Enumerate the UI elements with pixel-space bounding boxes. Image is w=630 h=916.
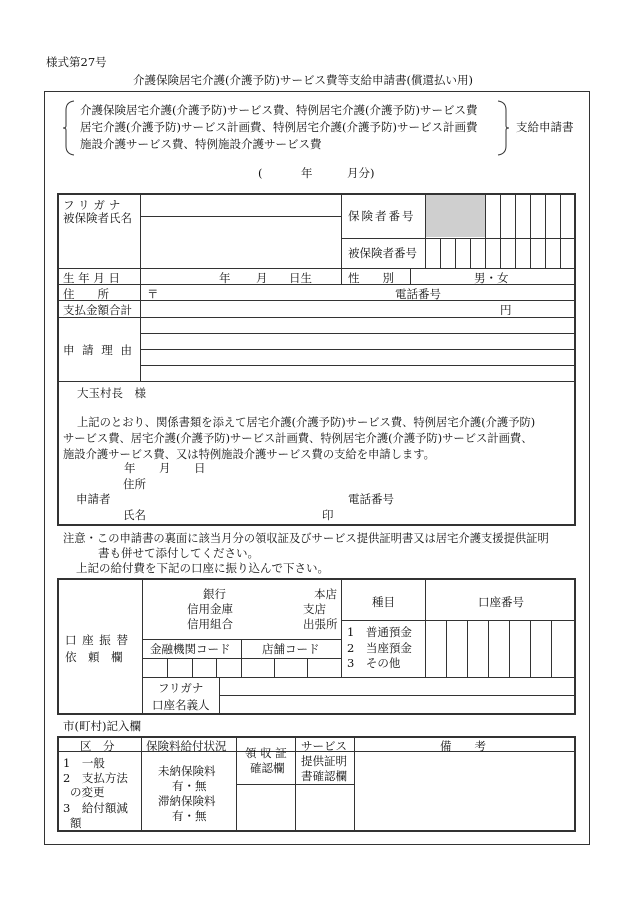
note-line-3: 上記の給付費を下記の口座に振り込んで下さい。	[76, 561, 329, 575]
unpaid-yes-no: 有・無	[172, 779, 207, 793]
birth-label: 生 年 月 日	[63, 271, 120, 285]
payment-total-label: 支払金額合計	[63, 303, 132, 317]
form-title: 介護保険居宅介護(介護予防)サービス費等支給申請書(償還払い用)	[133, 73, 473, 87]
services-line-3: 施設介護サービス費、特例施設介護サービス費	[80, 137, 322, 151]
decl-phone: 電話番号	[348, 492, 394, 506]
kubun-1: 1 一般	[63, 756, 105, 770]
services-line-1: 介護保険居宅介護(介護予防)サービス費、特例居宅介護(介護予防)サービス費	[80, 103, 478, 117]
unpaid-premium: 未納保険料	[158, 764, 216, 778]
delinquent-premium: 滞納保険料	[158, 794, 216, 808]
col-premium: 保険料給付状況	[146, 739, 227, 753]
declaration-line-2: サービス費、居宅介護(介護予防)サービス計画費、特例居宅介護(介護予防)サービス計画費、	[63, 432, 533, 445]
decl-applicant: 申請者	[76, 492, 111, 506]
shaded-cell	[426, 195, 485, 237]
decl-name: 氏名	[123, 508, 146, 522]
delinquent-yes-no: 有・無	[172, 809, 207, 823]
insured-name-label: 被保険者氏名	[63, 211, 132, 225]
col-kubun: 区 分	[80, 739, 115, 753]
insured-no-label: 被保険者番号	[348, 246, 417, 260]
type-header: 種目	[372, 595, 395, 609]
col-remarks: 備 考	[440, 739, 486, 753]
period-month: 月分)	[347, 166, 375, 180]
decl-month: 月	[159, 461, 171, 475]
seal-mark: 印	[322, 508, 334, 522]
services-suffix: 支給申請書	[516, 120, 574, 134]
bank-code-label: 金融機関コード	[150, 642, 231, 656]
phone-label: 電話番号	[395, 287, 441, 301]
birth-day: 日生	[289, 271, 312, 285]
holder-furigana-label: フリガナ	[158, 681, 204, 695]
col-service-3: 書確認欄	[301, 769, 347, 783]
declaration-line-3: 施設介護サービス費、又は特例施設介護サービス費の支給を申請します。	[63, 448, 435, 461]
account-holder-label: 口座名義人	[152, 698, 210, 712]
bank-suffix-kumiai: 信用組合	[187, 617, 233, 631]
birth-year: 年	[219, 271, 231, 285]
insurer-no-label: 保険者番号	[348, 209, 416, 223]
bank-suffix-shinyo: 信用金庫	[187, 602, 233, 616]
period-open: (	[258, 166, 263, 180]
services-line-2: 居宅介護(介護予防)サービス計画費、特例居宅介護(介護予防)サービス計画費	[80, 120, 478, 134]
note-line-1: 注意・この申請書の裏面に該当月分の領収証及びサービス提供証明書又は居宅介護支援提供証明	[63, 532, 549, 545]
right-brace	[496, 100, 510, 156]
left-brace	[62, 100, 76, 156]
bank-suffix-bank: 銀行	[203, 587, 226, 601]
type-2: 2 当座預金	[347, 641, 412, 655]
branch-suffix-shuchosho: 出張所	[303, 617, 338, 631]
decl-address: 住所	[123, 477, 146, 491]
kubun-3b: 額	[70, 816, 82, 830]
note-line-2: 書も併せて添付してください。	[98, 546, 259, 560]
period-year: 年	[301, 166, 313, 180]
furigana-label: フリガナ	[63, 198, 125, 212]
yen-mark: 円	[500, 303, 512, 317]
account-header: 口座番号	[478, 595, 524, 609]
type-3: 3 その他	[347, 656, 401, 670]
kubun-2: 2 支払方法	[63, 771, 128, 785]
branch-suffix-shiten: 支店	[303, 602, 326, 616]
address-label: 住 所	[63, 287, 109, 301]
col-receipt-1: 領 収 証	[245, 746, 287, 760]
kubun-3: 3 給付額減	[63, 801, 128, 815]
birth-month: 月	[256, 271, 268, 285]
addressee: 大玉村長 様	[77, 386, 146, 400]
col-service-2: 提供証明	[301, 754, 347, 768]
type-1: 1 普通預金	[347, 625, 412, 639]
col-receipt-2: 確認欄	[250, 761, 285, 775]
col-service-1: サービス	[301, 739, 347, 753]
branch-code-label: 店舗コード	[262, 642, 320, 656]
reason-label: 申 請 理 由	[63, 343, 134, 357]
sex-label: 性 別	[348, 271, 394, 285]
sex-value: 男・女	[474, 271, 509, 285]
decl-day: 日	[194, 461, 206, 475]
declaration-line-1: 上記のとおり、関係書類を添えて居宅介護(介護予防)サービス費、特例居宅介護(介護予防)	[77, 416, 536, 429]
kubun-2b: の変更	[70, 785, 105, 799]
decl-year: 年	[124, 461, 136, 475]
bank-label-1: 口 座 振 替	[65, 633, 129, 647]
city-section-title: 市(町村)記入欄	[63, 719, 141, 733]
bank-label-2: 依 頼 欄	[65, 650, 123, 664]
form-number: 様式第27号	[46, 55, 107, 69]
postal-mark: 〒	[147, 287, 159, 301]
branch-suffix-honten: 本店	[314, 587, 337, 601]
